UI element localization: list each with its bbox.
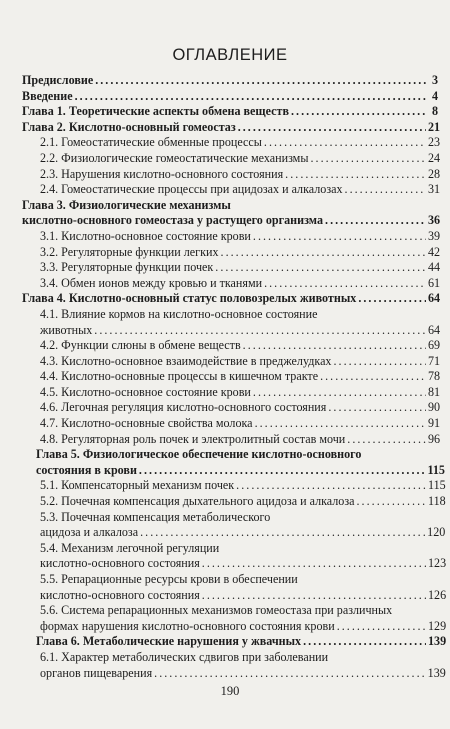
toc-entry-preface — [22, 73, 438, 89]
toc-page-number: 3 — [431, 73, 438, 87]
toc-page-number: 78 — [428, 369, 441, 384]
leader-dots — [264, 276, 426, 292]
toc-entry-text-line1: 5.4. Механизм легочной регуляции — [40, 540, 220, 555]
toc-entry-text: 4.2. Функции слюны в обмене веществ — [40, 338, 241, 353]
toc-page-number: 8 — [431, 104, 438, 119]
toc-entry-text: Глава 1. Теоретические аспекты обмена веществ — [22, 104, 289, 119]
toc-entry-text-line1: 6.1. Характер метаболических сдвигов при заболевании — [40, 649, 329, 664]
leader-dots — [345, 182, 426, 198]
leader-dots — [202, 556, 426, 572]
toc-entry-2-1 — [22, 135, 441, 151]
toc-entry-chapter-2 — [22, 119, 441, 136]
toc-entry-chapter-5 — [22, 447, 445, 478]
toc-entry-text: 3.2. Регуляторные функции легких — [40, 244, 219, 259]
toc-entry-4-8 — [22, 431, 441, 448]
toc-entry-text: 3.1. Кислотно-основное состояние крови — [40, 228, 251, 243]
toc-entry-text: 3.3. Регуляторные функции почек — [40, 260, 214, 275]
toc-entry-text: 4.3. Кислотно-основное взаимодействие в преджелудках — [40, 353, 332, 368]
leader-dots — [347, 432, 426, 448]
leader-dots — [328, 400, 426, 416]
toc-entry-text: 4.4. Кислотно-основные процессы в кишечном тракте — [40, 369, 319, 384]
toc-page-number: 31 — [428, 182, 441, 197]
toc-entry-text: 5.2. Почечная компенсация дыхательного ацидоза и алкалоза — [40, 494, 355, 509]
leader-dots — [303, 634, 426, 650]
toc-entry-5-4 — [22, 540, 447, 572]
leader-dots — [255, 416, 426, 432]
toc-entry-chapter-6 — [22, 634, 447, 650]
leader-dots — [215, 260, 426, 276]
toc-entry-3-4 — [22, 275, 441, 292]
toc-entry-5-1 — [22, 478, 446, 494]
toc-entry-4-3 — [22, 353, 441, 370]
leader-dots — [310, 151, 426, 167]
toc-entry-text-line1: 5.3. Почечная компенсация метаболического — [40, 509, 271, 524]
toc-page-number: 61 — [428, 275, 441, 290]
leader-dots — [320, 369, 426, 385]
toc-entry-5-3 — [22, 509, 446, 541]
toc-entry-4-2 — [22, 338, 441, 354]
toc-page-number: 64 — [428, 322, 441, 337]
toc-page-number: 4 — [431, 88, 438, 103]
toc-entry-text-line2: кислотно-основного состояния — [40, 556, 200, 571]
toc-entry-text: 2.3. Нарушения кислотно-основного состояния — [40, 166, 284, 181]
leader-dots — [253, 229, 426, 245]
toc-page-number: 120 — [427, 525, 446, 540]
toc-entry-4-5 — [22, 384, 441, 401]
leader-dots — [238, 120, 426, 136]
toc-entry-text: 2.4. Гомеостатические процессы при ацидозах и алкалозах — [40, 182, 343, 197]
toc-entry-3-1 — [22, 228, 441, 245]
toc-entry-text: Глава 4. Кислотно-основный статус половозрелых животных — [22, 291, 357, 306]
toc-entry-text: 3.4. Обмен ионов между кровью и тканями — [40, 275, 263, 290]
toc-page-number: 115 — [427, 462, 445, 477]
leader-dots — [337, 619, 426, 635]
toc-entry-text-line2: кислотно-основного гомеостаза у растущего организма — [22, 213, 324, 228]
leader-dots — [221, 245, 426, 261]
toc-entry-text: 4.6. Легочная регуляция кислотно-основного состояния — [40, 400, 327, 415]
toc-entry-4-1 — [22, 306, 441, 338]
toc-entry-3-3 — [22, 260, 441, 276]
leader-dots — [75, 89, 426, 105]
toc-entry-text: 4.5. Кислотно-основное состояние крови — [40, 384, 251, 399]
toc-page-number: 129 — [428, 618, 447, 633]
toc-entry-text: 4.8. Регуляторная роль почек и электролитный состав мочи — [40, 431, 346, 446]
toc-entry-5-5 — [22, 572, 447, 603]
book-page — [22, 0, 447, 729]
toc-entry-introduction — [22, 89, 438, 105]
toc-entry-5-6 — [22, 603, 447, 634]
toc-page-number: 42 — [428, 244, 441, 259]
toc-entry-text: Предисловие — [22, 73, 94, 87]
leader-dots — [285, 167, 426, 183]
toc-title: ОГЛАВЛЕНИЕ — [172, 46, 288, 64]
toc-page-number: 21 — [428, 119, 441, 134]
leader-dots — [264, 135, 426, 151]
leader-dots — [202, 588, 426, 604]
toc-page-number: 44 — [428, 260, 441, 275]
toc-page-number: 23 — [428, 135, 441, 150]
leader-dots — [243, 338, 426, 354]
toc-page-number: 96 — [428, 431, 441, 446]
toc-page-number: 28 — [428, 166, 441, 181]
toc-entry-text: Глава 2. Кислотно-основный гомеостаз — [22, 119, 236, 134]
toc-entry-chapter-3 — [22, 197, 441, 229]
toc-entry-chapter-1 — [22, 104, 438, 120]
toc-entry-4-7 — [22, 416, 441, 432]
page-number-footer: 190 — [220, 684, 240, 698]
toc-entry-text: Глава 6. Метаболические нарушения у жвачных — [36, 634, 302, 649]
toc-entry-4-4 — [22, 369, 441, 385]
leader-dots — [139, 463, 426, 479]
leader-dots — [236, 478, 426, 494]
toc-entry-text-line1: 4.1. Влияние кормов на кислотно-основное состояние — [40, 306, 318, 321]
toc-page-number: 69 — [428, 338, 441, 353]
toc-entry-chapter-4 — [22, 291, 441, 307]
toc-page-number: 118 — [428, 494, 446, 509]
toc-entry-6-1 — [22, 649, 446, 681]
toc-entry-text-line2: животных — [40, 322, 93, 337]
toc-entry-text-line2: формах нарушения кислотно-основного состояния крови — [40, 618, 335, 633]
toc-entry-2-4 — [22, 182, 441, 198]
leader-dots — [357, 494, 427, 510]
leader-dots — [325, 213, 426, 229]
toc-page-number: 91 — [428, 416, 441, 431]
toc-entry-4-6 — [22, 400, 441, 416]
toc-page-number: 64 — [428, 291, 441, 306]
table-of-contents — [22, 73, 447, 681]
toc-entry-text: 2.2. Физиологические гомеостатические механизмы — [40, 150, 309, 165]
toc-entry-2-3 — [22, 166, 441, 183]
toc-page-number: 39 — [428, 228, 441, 243]
leader-dots — [154, 666, 426, 682]
toc-page-number: 123 — [428, 556, 447, 571]
toc-page-number: 81 — [428, 384, 441, 399]
leader-dots — [140, 525, 425, 541]
toc-page-number: 71 — [428, 353, 441, 368]
toc-entry-text: 4.7. Кислотно-основные свойства молока — [40, 416, 253, 431]
toc-entry-text-line1: Глава 3. Физиологические механизмы — [22, 197, 231, 212]
leader-dots — [291, 104, 426, 120]
toc-page-number: 36 — [428, 213, 441, 228]
toc-entry-text-line1: Глава 5. Физиологическое обеспечение кислотно-основного — [36, 447, 362, 462]
toc-page-number: 90 — [428, 400, 441, 415]
leader-dots — [333, 354, 426, 370]
leader-dots — [253, 385, 426, 401]
toc-entry-text: 5.1. Компенсаторный механизм почек — [40, 478, 235, 493]
toc-page-number: 139 — [428, 634, 447, 649]
toc-entry-text: 2.1. Гомеостатические обменные процессы — [40, 135, 262, 150]
leader-dots — [94, 323, 426, 339]
toc-page-number: 115 — [428, 478, 446, 493]
toc-page-number: 24 — [428, 150, 441, 165]
toc-entry-text-line2: кислотно-основного состояния — [40, 587, 200, 602]
toc-entry-text-line1: 5.5. Репарационные ресурсы крови в обеспечении — [40, 572, 298, 586]
toc-entry-text: Введение — [22, 88, 73, 103]
toc-entry-3-2 — [22, 244, 441, 261]
leader-dots — [95, 73, 426, 89]
toc-page-number: 139 — [427, 665, 446, 680]
toc-entry-text-line2: ацидоза и алкалоза — [40, 525, 139, 540]
toc-page-number: 126 — [428, 587, 447, 602]
toc-entry-text-line2: органов пищеварения — [40, 665, 153, 680]
toc-entry-2-2 — [22, 150, 441, 167]
toc-entry-text-line2: состояния в крови — [36, 462, 137, 477]
leader-dots — [358, 291, 426, 307]
toc-entry-5-2 — [22, 494, 446, 510]
toc-entry-text-line1: 5.6. Система репарационных механизмов гомеостаза при различных — [40, 603, 393, 618]
